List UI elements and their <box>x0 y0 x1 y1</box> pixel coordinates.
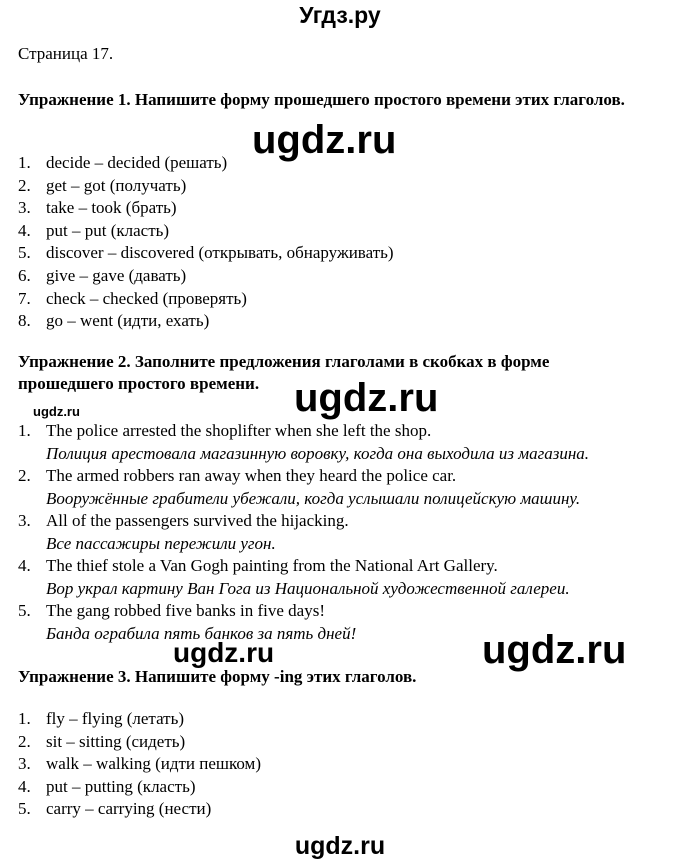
list-item <box>18 265 394 288</box>
item-text: check – checked (проверять) <box>46 288 247 308</box>
list-item <box>18 708 261 731</box>
watermark: ugdz.ru <box>294 376 439 420</box>
item-text: fly – flying (летать) <box>46 709 185 728</box>
item-text: get – got (получать) <box>46 175 187 195</box>
footer-watermark: ugdz.ru <box>294 832 386 860</box>
watermark: ugdz.ru <box>173 637 275 668</box>
item-text: sit – sitting (сидеть) <box>46 731 186 751</box>
item-translation: Все пассажиры пережили угон. <box>46 533 276 553</box>
item-text: carry – carrying (нести) <box>46 799 212 819</box>
item-number: 2. <box>18 731 31 751</box>
item-number: 4. <box>18 220 31 240</box>
watermark: ugdz.ru <box>252 118 397 162</box>
item-number: 1. <box>18 709 31 728</box>
exercise-3-list <box>18 708 261 821</box>
item-text: The police arrested the shoplifter when she left the shop. <box>46 421 432 440</box>
page-label: Страница 17. <box>18 44 114 63</box>
list-item <box>18 776 261 799</box>
list-item <box>18 798 261 821</box>
item-number: 1. <box>18 153 31 172</box>
item-number: 2. <box>18 175 31 195</box>
item-text: walk – walking (идти пешком) <box>46 754 261 774</box>
item-text: put – putting (класть) <box>46 776 196 796</box>
list-item <box>18 420 589 465</box>
item-translation: Полиция арестовала магазинную воровку, когда она выходила из магазина. <box>46 443 590 463</box>
list-item <box>18 197 394 220</box>
item-number: 2. <box>18 466 31 485</box>
exercise-1-heading: Упражнение 1. Напишите форму прошедшего простого времени этих глаголов. <box>18 90 625 109</box>
watermark: ugdz.ru <box>482 628 627 672</box>
item-text: discover – discovered (открывать, обнаруживать) <box>46 243 394 263</box>
exercise-1-list <box>18 152 394 333</box>
item-translation: Вор украл картину Ван Гога из Национальной художественной галереи. <box>46 578 570 598</box>
item-translation: Банда ограбила пять банков за пять дней! <box>46 623 357 643</box>
item-text: decide – decided (решать) <box>46 153 228 172</box>
item-number: 5. <box>18 799 31 819</box>
item-number: 3. <box>18 754 31 774</box>
site-title: Угдз.ру <box>299 2 381 28</box>
list-item <box>18 731 261 754</box>
item-number: 3. <box>18 198 31 218</box>
item-number: 4. <box>18 776 31 796</box>
list-item <box>18 310 394 333</box>
list-item <box>18 555 589 600</box>
list-item <box>18 152 394 175</box>
list-item <box>18 220 394 243</box>
list-item <box>18 242 394 265</box>
item-number: 4. <box>18 556 31 575</box>
list-item <box>18 753 261 776</box>
list-item <box>18 465 589 510</box>
item-translation: Вооружённые грабители убежали, когда услышали полицейскую машину. <box>46 488 581 508</box>
exercise-2-heading: Упражнение 2. Заполните предложения глаголами в скобках в форме прошедшего простого времени. <box>18 352 550 393</box>
item-number: 5. <box>18 243 31 263</box>
item-number: 5. <box>18 601 31 620</box>
item-number: 3. <box>18 511 31 530</box>
item-number: 8. <box>18 311 31 331</box>
item-text: The gang robbed five banks in five days! <box>46 601 325 620</box>
list-item <box>18 175 394 198</box>
exercise-2-list <box>18 420 589 645</box>
item-text: put – put (класть) <box>46 220 170 240</box>
item-text: take – took (брать) <box>46 198 177 218</box>
item-number: 1. <box>18 421 31 440</box>
exercise-3-heading: Упражнение 3. Напишите форму -ing этих глаголов. <box>18 667 417 686</box>
item-text: give – gave (давать) <box>46 265 187 285</box>
item-number: 6. <box>18 265 31 285</box>
item-text: The armed robbers ran away when they heard the police car. <box>46 466 457 485</box>
item-text: All of the passengers survived the hijacking. <box>46 511 349 530</box>
watermark-small: ugdz.ru <box>33 404 80 419</box>
item-number: 7. <box>18 288 31 308</box>
list-item <box>18 288 394 311</box>
item-text: go – went (идти, ехать) <box>46 311 210 331</box>
list-item <box>18 510 589 555</box>
item-text: The thief stole a Van Gogh painting from the National Art Gallery. <box>46 556 498 575</box>
